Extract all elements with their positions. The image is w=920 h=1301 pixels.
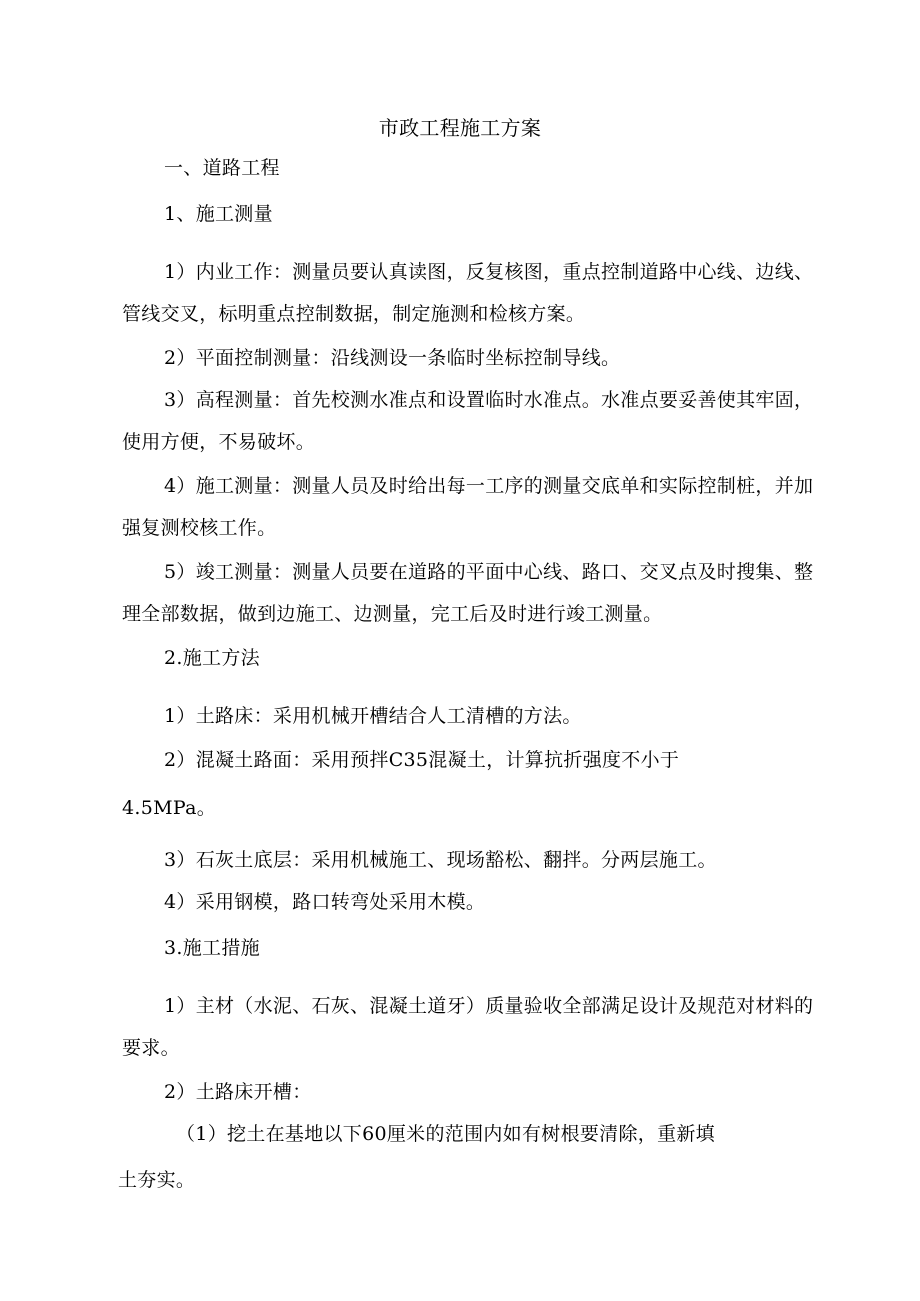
paragraph-line: 2）土路床开槽： (164, 1081, 312, 1103)
paragraph-line: 2）平面控制测量：沿线测设一条临时坐标控制导线。 (164, 347, 621, 369)
paragraph-line: 2）混凝土路面：采用预拌C35混凝土，计算抗折强度不小于 (164, 749, 680, 771)
paragraph-line: 3）石灰土底层：采用机械施工、现场豁松、翻拌。分两层施工。 (164, 849, 717, 871)
paragraph-line: 5）竣工测量：测量人员要在道路的平面中心线、路口、交叉点及时搜集、整 (164, 561, 814, 583)
subsection-heading-measures: 3.施工措施 (164, 937, 260, 959)
paragraph-line: 1）主材（水泥、石灰、混凝土道牙）质量验收全部满足设计及规范对材料的 (164, 995, 814, 1017)
paragraph-line: （1）挖土在基地以下60厘米的范围内如有树根要清除，重新填 (176, 1123, 715, 1145)
paragraph-line: 4）采用钢模，路口转弯处采用木模。 (164, 891, 486, 913)
document-title: 市政工程施工方案 (378, 116, 542, 140)
subsection-heading-method: 2.施工方法 (164, 647, 260, 669)
paragraph-line: 强复测校核工作。 (122, 517, 277, 539)
paragraph-line: 1）土路床：采用机械开槽结合人工清槽的方法。 (164, 705, 582, 727)
paragraph-line: 1）内业工作：测量员要认真读图，反复核图，重点控制道路中心线、边线、 (164, 261, 814, 283)
section-heading-road: 一、道路工程 (164, 157, 280, 179)
paragraph-line: 使用方便，不易破坏。 (122, 431, 316, 453)
paragraph-line: 4）施工测量：测量人员及时给出每一工序的测量交底单和实际控制桩，并加 (164, 475, 814, 497)
paragraph-line: 理全部数据，做到边施工、边测量，完工后及时进行竣工测量。 (122, 603, 663, 625)
paragraph-line: 土夯实。 (118, 1169, 196, 1191)
paragraph-line: 管线交叉，标明重点控制数据，制定施测和检核方案。 (122, 303, 586, 325)
paragraph-line: 要求。 (122, 1037, 180, 1059)
paragraph-line: 4.5MPa。 (122, 797, 217, 819)
subsection-heading-survey: 1、施工测量 (164, 203, 273, 225)
paragraph-line: 3）高程测量：首先校测水准点和设置临时水准点。水准点要妥善使其牢固， (164, 389, 814, 411)
